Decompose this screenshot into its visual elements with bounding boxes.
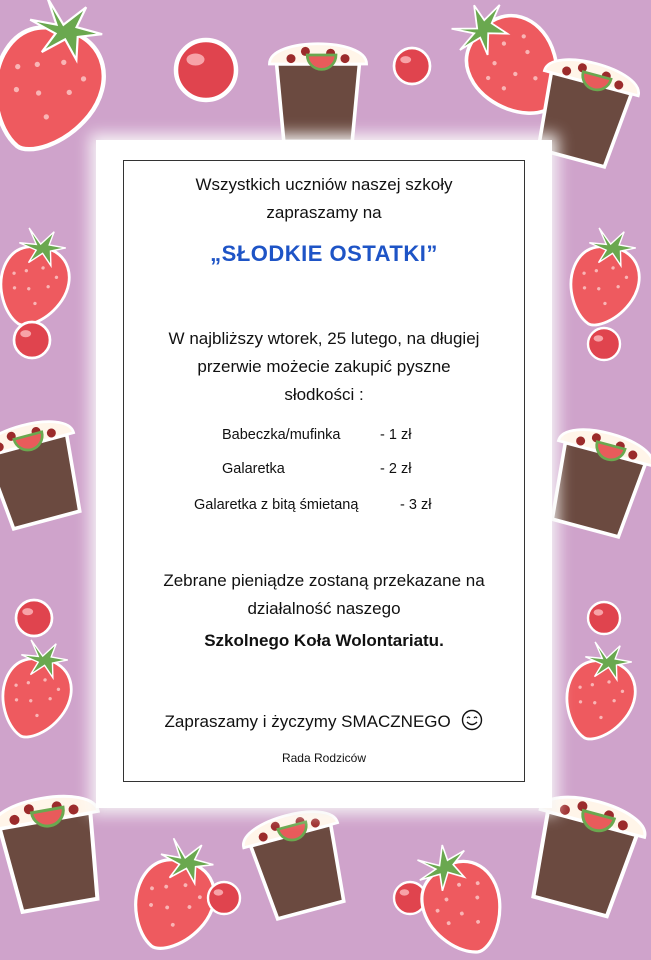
price-item: Galaretka — [222, 461, 285, 477]
purpose-line-2: działalność naszego — [247, 599, 401, 618]
signature: Rada Rodziców — [281, 751, 367, 765]
price-value: - 2 zł — [380, 461, 412, 477]
info-line-3: słodkości : — [284, 385, 364, 404]
header-line-1: Wszystkich uczniów naszej szkoły — [195, 175, 453, 194]
closing-line — [124, 709, 524, 732]
purpose-line-1: Zebrane pieniądze zostaną przekazane na — [163, 571, 485, 590]
smiley-icon — [461, 709, 483, 731]
price-item: Galaretka z bitą śmietaną — [194, 497, 359, 513]
organization-name: Szkolnego Koła Wolontariatu. — [204, 631, 444, 650]
price-value: - 1 zł — [380, 427, 412, 443]
closing-text: Zapraszamy i życzymy SMACZNEGO — [164, 712, 451, 731]
info-line-2: przerwie możecie zakupić pyszne — [197, 357, 451, 376]
event-title: „SŁODKIE OSTATKI” — [210, 241, 438, 266]
price-value: - 3 zł — [400, 497, 432, 513]
price-item: Babeczka/mufinka — [222, 427, 341, 443]
invitation-frame — [123, 160, 525, 782]
header-line-2: zapraszamy na — [266, 203, 382, 222]
info-line-1: W najbliższy wtorek, 25 lutego, na długiej — [168, 329, 480, 348]
